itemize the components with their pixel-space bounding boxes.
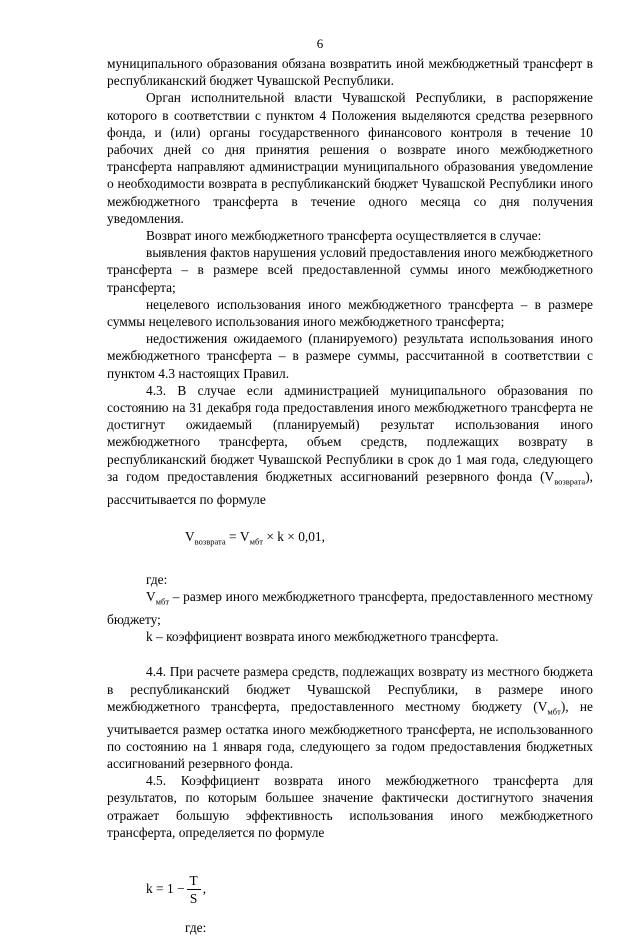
formula-v-return: $V_{возврата} = V_{мбт} \times k \times 0,01$, bbox=[185, 528, 325, 547]
paragraph-4-3: 4.3. В случае если администрацией муниципального образования по состоянию на 31 декабря года предоставления иного межбюджетного трансферта не достигнут ожидаемый (планируемый) результат использования иного межбюджетного трансферта, объем средств, подлежащих возврату в республиканский бюджет Чувашской Республики в срок до 1 мая года, следующего за годом предоставления бюджетных ассигнований резервного фонда $(V_{возврата})$, рассчитывается по формуле bbox=[107, 382, 593, 507]
fraction: $\frac{T}{S}$ bbox=[187, 872, 201, 907]
definition-k: k – коэффициент возврата иного межбюджетного трансферта. bbox=[146, 629, 499, 645]
document-body bbox=[107, 55, 593, 936]
paragraph: муниципального образования обязана возвратить иной межбюджетный трансферт в республиканский бюджет Чувашской Республики. bbox=[107, 56, 593, 89]
paragraph: недостижения ожидаемого (планируемого) результата использования иного межбюджетного трансферта – в размере суммы, рассчитанной в соответствии с пунктом 4.3 настоящих Правил. bbox=[107, 331, 593, 381]
paragraph: Орган исполнительной власти Чувашской Республики, в распоряжение которого в соответствии с пунктом 4 Положения выделяются средства резервного фонда, и (или) органы государственного финансового контроля в течение 10 рабочих дней со дня принятия решения о возврате иного межбюджетного трансферта направляют администрации муниципального образования уведомление о необходимости возврата в республиканский бюджет Чувашской Республики иного межбюджетного трансферта в течение одного месяца со дня получения уведомления. bbox=[107, 90, 593, 226]
paragraph: нецелевого использования иного межбюджетного трансферта – в размере суммы нецелевого использования иного межбюджетного трансферта; bbox=[107, 296, 593, 330]
definition-v-mbt: $V_{мбт}$ – размер иного межбюджетного трансферта, предоставленного местному бюджету; bbox=[107, 589, 593, 627]
formula-k: k = 1 − $\frac{T}{S}$ , bbox=[146, 872, 207, 906]
paragraph-4-4: 4.4. При расчете размера средств, подлежащих возврату из местного бюджета в республиканский бюджет Чувашской Республики, в размере иного межбюджетного трансферта, предоставленного местному бюджету $(V_{мбт})$, не учитывается размер остатка иного межбюджетного трансферта, не использованного по состоянию на 1 января года, следующего за годом предоставления бюджетных ассигнований резервного фонда. bbox=[107, 664, 594, 771]
page-number: 6 bbox=[316, 36, 324, 51]
paragraph: Возврат иного межбюджетного трансферта осуществляется в случае: bbox=[146, 228, 542, 244]
where-label: где: bbox=[185, 920, 207, 936]
where-label: где: bbox=[146, 571, 168, 587]
paragraph-4-5: 4.5. Коэффициент возврата иного межбюджетного трансферта для результатов, по которым большее значение фактически достигнутого значения отражает большую эффективность использования иного межбюджетного трансферта, определяется по формуле bbox=[107, 773, 593, 840]
paragraph: выявления фактов нарушения условий предоставления иного межбюджетного трансферта – в размере всей предоставленной суммы иного межбюджетного трансферта; bbox=[107, 245, 593, 295]
